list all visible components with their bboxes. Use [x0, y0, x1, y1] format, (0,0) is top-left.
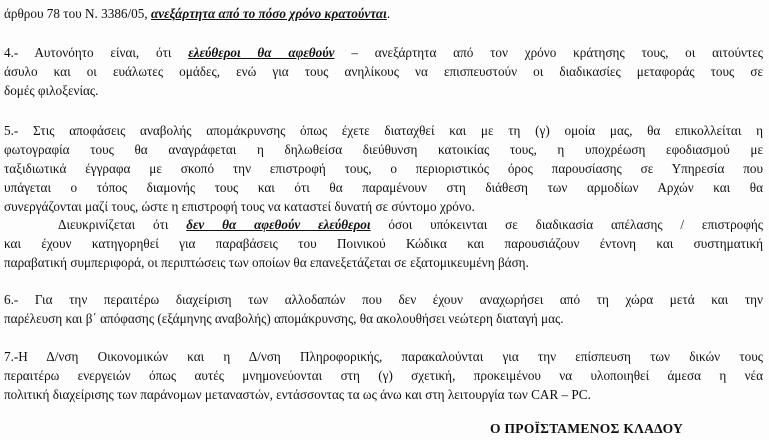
paragraph-4-line-2: άσυλο και οι ευάλωτες ομάδες, ενώ για τους ανηλίκους να επισπευστούν οι διαδικασίες μεταφοράς τους σε: [4, 64, 763, 79]
paragraph-7-line-3: πολιτική διαχείρισης των παράνομων μεταναστών, εντάσσοντας τα ως άνω και στη λειτουργία των CAR – PC.: [4, 387, 591, 402]
paragraph-5-line-8: παραβατική συμπεριφορά, οι περιπτώσεις των οποίων θα επανεξετάζεται σε εξατομικευμένη βάση.: [4, 255, 529, 270]
emphasis-text: ελεύθεροι θα αφεθούν: [188, 45, 335, 60]
paragraph-5-line-2: φωτογραφία τους θα αναγράφεται η δηλωθείσα διεύθυνση κατοικίας τους, η υποχρέωση εφοδιασμού με: [4, 142, 763, 157]
paragraph-5-line-1: 5.- Στις αποφάσεις αναβολής απομάκρυνσης όπως έχετε διαταχθεί και με τη (γ) ομοία μας, θα επικολλείται η: [4, 123, 763, 138]
paragraph-6-line-1: 6.- Για την περαιτέρω διαχείριση των αλλοδαπών που δεν έχουν αναχωρήσει από τη χώρα μετά και την: [4, 292, 763, 307]
paragraph-4-line-1: 4.- Αυτονόητο είναι, ότι ελεύθεροι θα αφεθούν – ανεξάρτητα από τον χρόνο κράτησης τους, οι αιτούντες: [4, 45, 763, 60]
paragraph-6-line-2: παρέλευση και β΄ απόφασης (εξάμηνης αναβολής) απομάκρυνσης, θα ακολουθήσει νεώτερη διαταγή μας.: [4, 311, 564, 326]
line-top: άρθρου 78 του Ν. 3386/05, ανεξάρτητα από το πόσο χρόνο κρατούνται.: [4, 6, 391, 21]
paragraph-5-line-4: υπάγεται ο τόπος διαμονής τους και ότι θα παραμένουν στη διάθεση των αρμοδίων Αρχών και θα: [4, 180, 763, 195]
paragraph-7-line-1: 7.-Η Δ/νση Οικονομικών και η Δ/νση Πληροφορικής, παρακαλούνται για την επίσπευση των δικών τους: [4, 349, 763, 364]
emphasis-text: δεν θα αφεθούν ελεύθεροι: [186, 217, 371, 232]
paragraph-5-line-3: ταξιδιωτικά έγγραφα με σκοπό την επιστροφή τους, ο περιοριστικός όρος παρουσίασης σε Υπηρεσία που: [4, 161, 763, 176]
paragraph-7-line-2: περαιτέρω ενεργειών όπως αυτές μνημονεύονται στη (γ) σχετική, προκειμένου να υλοποιηθεί άμεσα η νέα: [4, 368, 763, 383]
signature-title: Ο ΠΡΟΪΣΤΑΜΕΝΟΣ ΚΛΑΔΟΥ: [490, 421, 684, 436]
emphasis-text: ανεξάρτητα από το πόσο χρόνο κρατούνται: [150, 6, 387, 21]
paragraph-5-line-5: συνεργάζονται μαζί τους, ώστε η επιστροφή τους να καταστεί δυνατή σε σύντομο χρόνο.: [4, 199, 475, 214]
paragraph-5-line-6: Διευκρινίζεται ότι δεν θα αφεθούν ελεύθεροι όσοι υπόκεινται σε διαδικασία απέλασης / επιστροφής: [58, 217, 763, 232]
paragraph-4-line-3: δομές φιλοξενίας.: [4, 83, 99, 98]
paragraph-5-line-7: και έχουν κατηγορηθεί για παραβάσεις του Ποινικού Κώδικα και παρουσιάζουν έντονη και συστηματική: [4, 236, 763, 251]
